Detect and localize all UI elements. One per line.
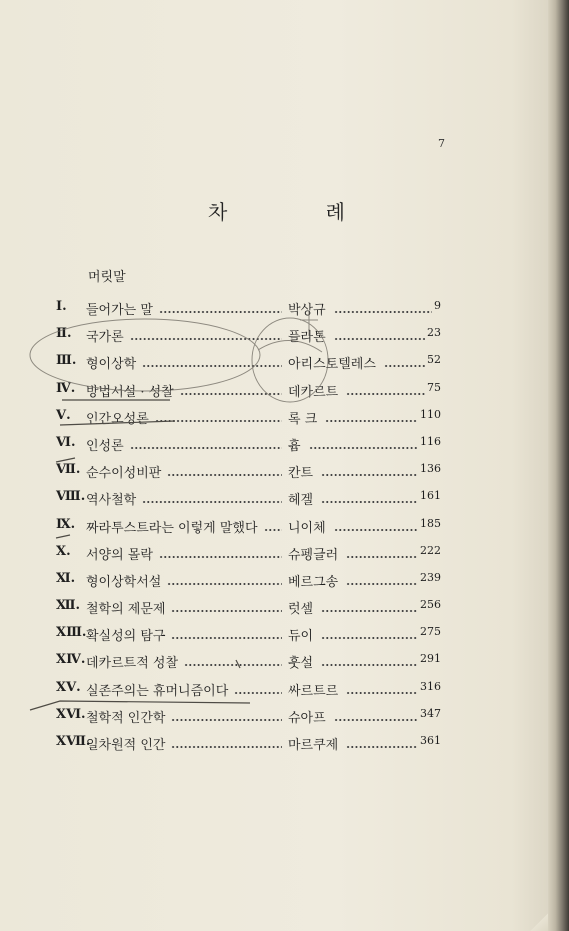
leader-dots	[184, 664, 282, 666]
page-title: 차 례	[208, 200, 391, 224]
toc-numeral: ⅩⅤ.	[56, 679, 81, 695]
toc-numeral: Ⅱ.	[56, 326, 72, 342]
toc-author: 칸트	[288, 466, 314, 482]
toc-title: 일차원적 인간	[86, 738, 166, 753]
toc-entry	[56, 569, 441, 596]
toc-page-number: 9	[434, 299, 441, 312]
toc-title: 역사철학	[86, 493, 137, 509]
toc-title: 인성론	[86, 438, 124, 454]
leader-dots	[159, 311, 282, 313]
leader-dots	[346, 556, 418, 558]
toc-author: 슈아프	[288, 710, 326, 726]
leader-dots	[171, 746, 282, 748]
page-edge	[548, 0, 569, 931]
leader-dots	[325, 420, 418, 422]
leader-dots	[321, 474, 418, 476]
toc-title: 실존주의는 휴머니즘이다	[86, 683, 229, 699]
toc-title: 철학의 제문제	[86, 602, 166, 618]
toc-title: 형이상학서설	[86, 574, 162, 590]
leader-dots	[334, 311, 432, 313]
toc-title: 인간오성론	[86, 411, 149, 427]
toc-numeral: ⅩⅥ.	[56, 706, 86, 722]
toc-entry	[56, 406, 441, 433]
toc-numeral: Ⅹ.	[56, 543, 71, 559]
preface-entry: 머릿말	[88, 270, 126, 285]
toc-entry	[56, 623, 441, 650]
toc-page-number: 347	[420, 706, 441, 720]
toc-numeral: Ⅷ.	[56, 489, 86, 505]
toc-entry	[56, 678, 441, 705]
toc-title: 확실성의 탐구	[86, 629, 166, 645]
toc-page-number: 116	[420, 434, 441, 448]
toc-page-number: 222	[420, 543, 441, 557]
toc-page-number: 239	[420, 570, 441, 584]
leader-dots	[167, 583, 282, 585]
toc-title: 국가론	[86, 330, 124, 346]
leader-dots	[334, 529, 418, 531]
toc-page-number: 52	[427, 353, 441, 367]
leader-dots	[384, 365, 425, 367]
toc-page-number: 316	[420, 679, 441, 693]
table-of-contents	[56, 297, 441, 759]
toc-author: 아리스토텔레스	[288, 357, 376, 373]
toc-page-number: 256	[420, 598, 441, 612]
toc-title: 형이상학	[86, 357, 137, 373]
toc-title: 서양의 몰락	[86, 547, 153, 563]
leader-dots	[309, 447, 418, 449]
toc-numeral: Ⅶ.	[56, 462, 81, 478]
toc-page-number: 161	[420, 489, 441, 503]
toc-page-number: 110	[420, 407, 441, 421]
toc-numeral: Ⅰ.	[56, 299, 67, 314]
toc-title: 철학적 인간학	[86, 710, 166, 726]
toc-entry	[56, 650, 441, 677]
toc-entry	[56, 460, 441, 487]
toc-entry	[56, 732, 441, 759]
leader-dots	[171, 610, 282, 612]
leader-dots	[334, 719, 418, 721]
toc-entry	[56, 351, 441, 378]
toc-author: 헤겔	[288, 493, 314, 509]
toc-author: 록 크	[288, 411, 318, 427]
leader-dots	[346, 393, 425, 395]
leader-dots	[171, 719, 282, 721]
toc-page-number: 185	[420, 516, 441, 530]
leader-dots	[171, 637, 282, 639]
toc-numeral: Ⅺ.	[56, 570, 76, 586]
toc-entry	[56, 297, 441, 324]
toc-numeral: Ⅻ.	[56, 598, 81, 614]
leader-dots	[321, 501, 418, 503]
toc-entry	[56, 542, 441, 569]
toc-numeral: Ⅳ.	[56, 380, 76, 396]
toc-entry	[56, 379, 441, 406]
leader-dots	[264, 529, 282, 531]
leader-dots	[346, 583, 418, 585]
toc-author: 흄	[288, 438, 301, 454]
toc-numeral: ⅩⅣ.	[56, 652, 86, 668]
toc-entry	[56, 596, 441, 623]
leader-dots	[159, 556, 282, 558]
toc-author: 데카르트	[288, 384, 339, 400]
toc-page-number: 136	[420, 462, 441, 476]
toc-author: 럿셀	[288, 602, 314, 618]
toc-author: 훗설	[288, 656, 314, 672]
toc-title: 방법서설 · 성찰	[86, 384, 174, 400]
leader-dots	[130, 447, 282, 449]
leader-dots	[234, 692, 282, 694]
toc-author: 듀이	[288, 629, 314, 645]
leader-dots	[346, 692, 418, 694]
toc-entry	[56, 515, 441, 542]
toc-entry	[56, 324, 441, 351]
leader-dots	[167, 474, 282, 476]
leader-dots	[180, 393, 282, 395]
leader-dots	[346, 746, 418, 748]
toc-title: 들어가는 말	[86, 303, 153, 318]
toc-author: 니이체	[288, 520, 326, 536]
toc-page-number: 291	[420, 652, 441, 666]
leader-dots	[142, 501, 282, 503]
leader-dots	[321, 664, 418, 666]
toc-numeral: Ⅵ.	[56, 434, 76, 450]
toc-title: 데카르트적 성찰	[86, 656, 179, 672]
toc-page-number: 361	[420, 734, 441, 747]
leader-dots	[130, 338, 282, 340]
toc-entry	[56, 487, 441, 514]
toc-numeral: Ⅸ.	[56, 516, 76, 532]
toc-numeral: ⅩⅦ.	[56, 734, 91, 749]
leader-dots	[142, 365, 282, 367]
toc-numeral: ⅩⅢ.	[56, 625, 87, 641]
toc-author: 베르그송	[288, 574, 339, 590]
leader-dots	[321, 610, 418, 612]
toc-entry	[56, 705, 441, 732]
toc-page-number: 275	[420, 625, 441, 639]
leader-dots	[155, 420, 282, 422]
toc-numeral: Ⅴ.	[56, 407, 71, 423]
toc-numeral: Ⅲ.	[56, 353, 77, 369]
toc-author: 마르쿠제	[288, 738, 339, 753]
toc-page-number: 23	[427, 326, 441, 340]
toc-author: 플라톤	[288, 330, 326, 346]
toc-page-number: 75	[427, 380, 441, 394]
toc-title: 순수이성비판	[86, 466, 162, 482]
toc-author: 박상규	[288, 303, 326, 318]
toc-title: 짜라투스트라는 이렇게 말했다	[86, 520, 258, 536]
toc-author: 슈펭글러	[288, 547, 339, 563]
toc-author: 싸르트르	[288, 683, 339, 699]
toc-entry	[56, 433, 441, 460]
leader-dots	[334, 338, 425, 340]
leader-dots	[321, 637, 418, 639]
page-number: 7	[438, 137, 445, 150]
